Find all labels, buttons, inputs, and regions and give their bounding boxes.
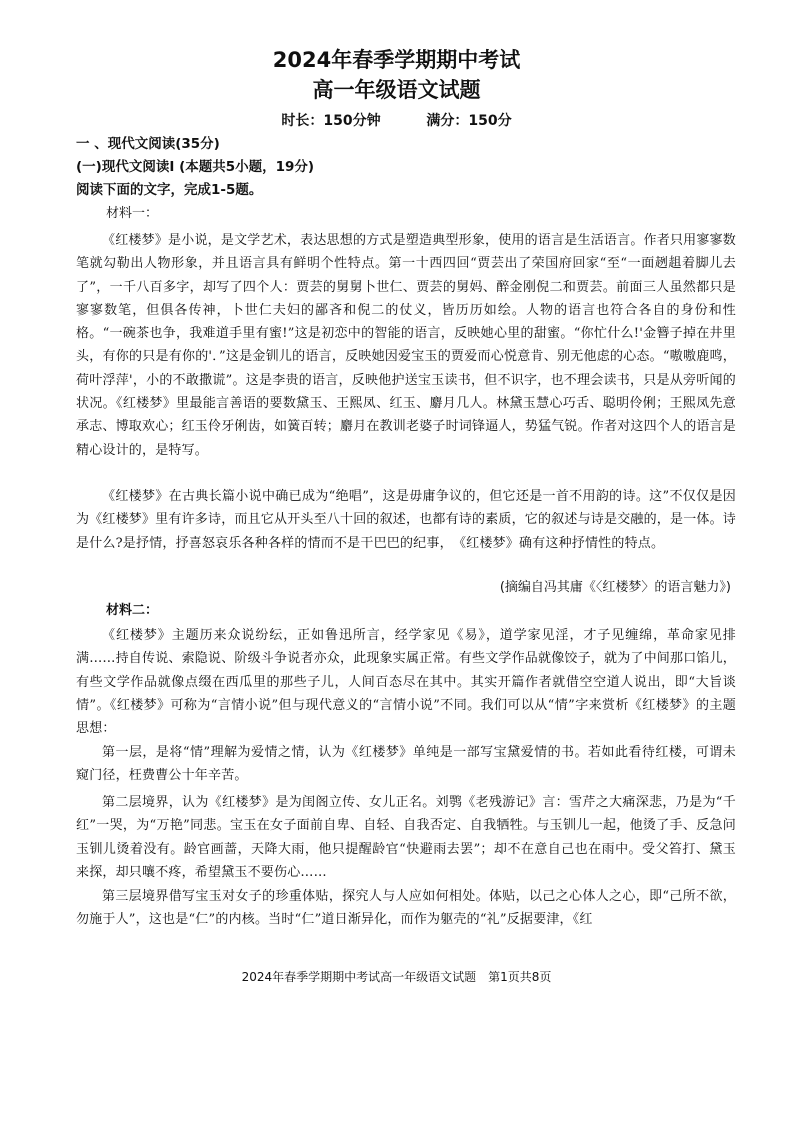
exam-subtitle: 高一年级语文试题 bbox=[312, 78, 481, 102]
exam-score: 满分：150分 bbox=[426, 113, 512, 129]
material-one-label: 材料一： bbox=[106, 206, 159, 221]
material-two-label: 材料二： bbox=[106, 603, 159, 618]
material-two-paragraph-4: 第三层境界借写宝玉对女子的珍重体贴，探究人与人应如何相处。体贴，以己之心体人之心，即“己所不欲，勿施于人”，这也是“仁”的内核。当时“仁”道日渐异化，而作为躯壳的“礼”反据要津，《红 bbox=[76, 889, 736, 928]
section-heading: 一 、现代文阅读(35分) bbox=[76, 136, 220, 152]
material-two-paragraph-2: 第一层，是将“情”理解为爱情之情，认为《红楼梦》单纯是一部写宝黛爱情的书。若如此看待红楼，可谓未窥门径，枉费曹公十年辛苦。 bbox=[76, 745, 736, 784]
material-one-source: (摘编自冯其庸《〈红楼梦〉的语言魅力》) bbox=[499, 580, 731, 595]
exam-title: 2024年春季学期期中考试 bbox=[272, 48, 521, 72]
exam-duration: 时长：150分钟 bbox=[281, 113, 381, 129]
material-one-paragraph-1: 《红楼梦》是小说，是文学艺术，表达思想的方式是塑造典型形象，使用的语言是生活语言。作者只用寥寥数笔就勾勒出人物形象，并且语言具有鲜明个性特点。第一十西四回“贾芸出了荣国府回家“至“一面趔趄着脚儿去了”，一千八百多字，却写了四个人：贾芸的舅舅卜世仁、贾芸的舅妈、醉金刚倪二和贾芸。前面三人虽然都只是寥寥数笔，但俱各传神，卜世仁夫妇的鄙吝和倪二的仗义，皆历历如绘。人物的语言也符合各自的身份和性格。“一碗茶也争，我难道手里有蜜!”这是初恋中的智能的语言，反映她心里的甜蜜。“你忙什么!'金簪子掉在井里头，有你的只是有你的'．”这是金钏儿的语言，反映她因爱宝玉的贾爱而心悦意肯、别无他虑的心态。“嗷嗷鹿鸣，荷叶浮萍'，小的不敢撒谎”。这是李贵的语言，反映他护送宝玉读书，但不识字，也不理会读书，只是从旁听闻的状况。《红楼梦》里最能言善语的要数黛玉、王熙凤、红玉、麝月几人。林黛玉慧心巧舌、聪明伶俐；王熙凤先意承志、博取欢心；红玉伶牙俐齿，如簧百转；麝月在教训老婆子时词锋逼人，势猛气锐。作者对这四个人的语言是精心设计的，是特写。 bbox=[76, 233, 737, 458]
exam-meta bbox=[0, 111, 793, 131]
material-one-paragraph-2: 《红楼梦》在古典长篇小说中确已成为“绝唱”，这是毋庸争议的，但它还是一首不用韵的诗。这”不仅仅是因为《红楼梦》里有许多诗，而且它从开头至八十回的叙述，也都有诗的素质，它的叙述与诗是交融的，是一体。诗是什么?是抒情，抒喜怒哀乐各种各样的情而不是干巴巴的纪事， 《红楼梦》确有这种抒情性的特点。 bbox=[76, 489, 737, 551]
material-two-paragraph-3: 第二层境界，认为《红楼梦》是为闺阁立传、女儿正名。刘鹗《老残游记》言：雪芹之大痛深悲，乃是为“千红”一哭，为“万艳”同悲。宝玉在女子面前自卑、自轻、自我否定、自我牺牲。与玉钏儿一起，他烫了手、反急问玉钏儿烫着没有。龄官画蔷，天降大雨，他只提醒龄官“快避雨去罢”；却不在意自己也在雨中。受父笞打、黛玉来探，却只嚷不疼，希望黛玉不要伤心…… bbox=[76, 795, 736, 880]
reading-instruction: 阅读下面的文字，完成1-5题。 bbox=[76, 182, 263, 198]
material-two-paragraph-1: 《红楼梦》主题历来众说纷纭，正如鲁迅所言，经学家见《易》，道学家见淫，才子见缠绵，革命家见排满……持自传说、索隐说、阶级斗争说者亦众，此现象实属正常。有些文学作品就像饺子，就为了中间那口馅儿，有些文学作品就像点缀在西瓜里的那些子儿，人间百态尽在其中。其实开篇作者就借空空道人说出，即“大旨谈情”。《红楼梦》可称为“言情小说”但与现代意义的“言情小说”不同。我们可以从“情”字来赏析《红楼梦》的主题思想： bbox=[76, 628, 737, 737]
subsection-heading: (一)现代文阅读I (本题共5小题，19分) bbox=[76, 159, 315, 175]
page-footer: 2024年春季学期期中考试高一年级语文试题 第1页共8页 bbox=[241, 970, 552, 984]
